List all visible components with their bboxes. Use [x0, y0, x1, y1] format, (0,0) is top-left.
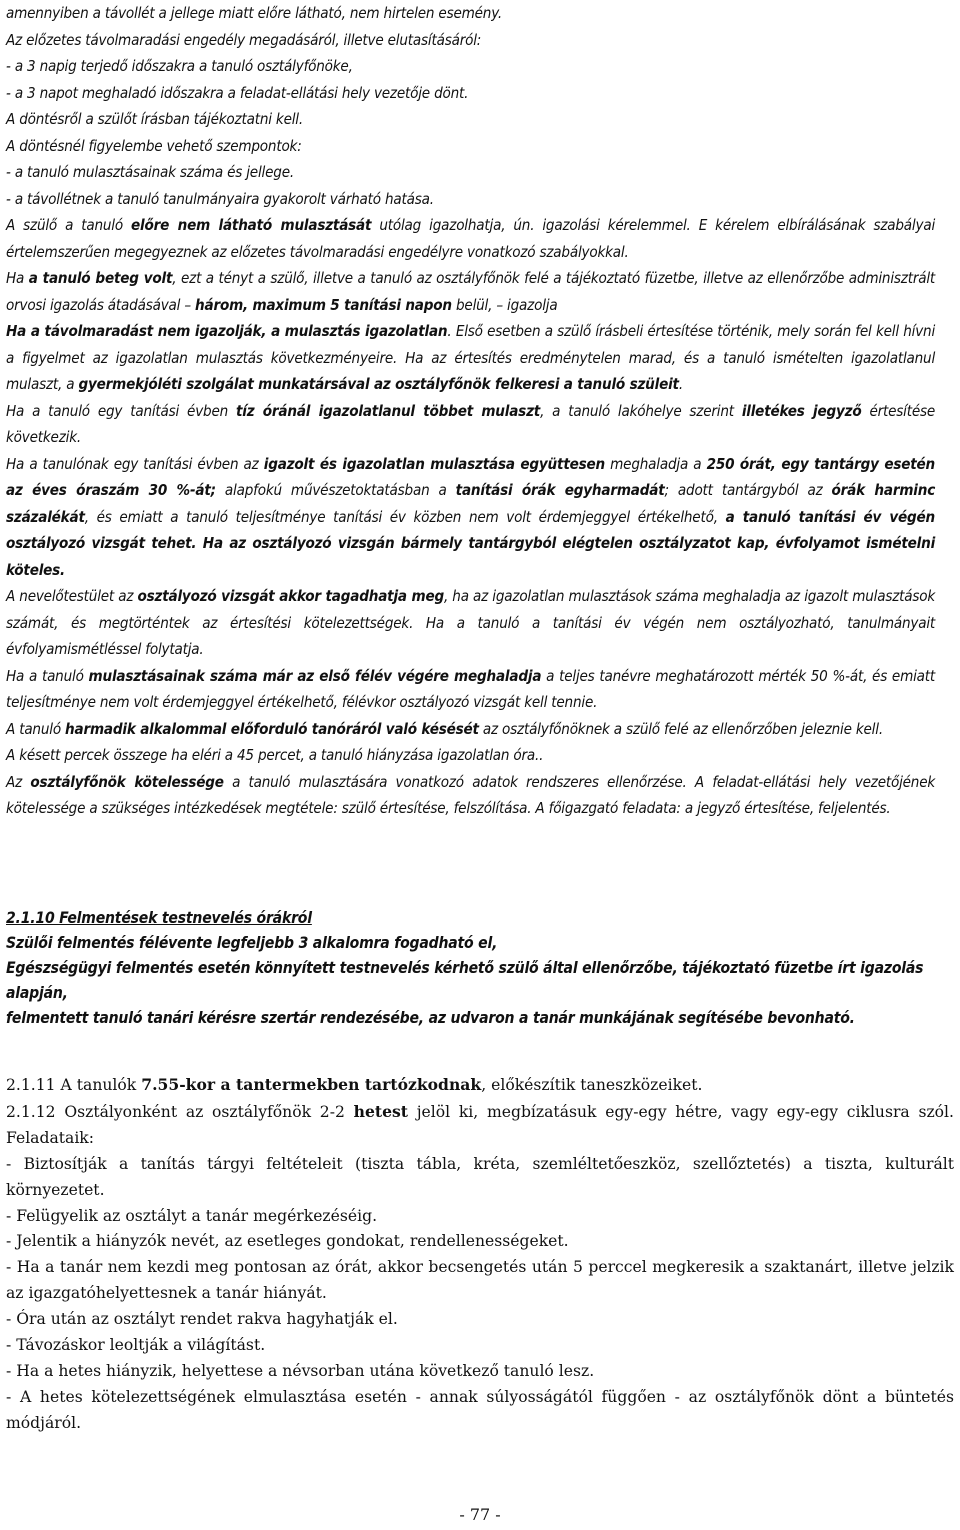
text-line: felmentett tanuló tanári kérésre szertár rendezésébe, az udvaron a tanár munkájának segítésébe bevonható.	[6, 1009, 855, 1027]
paragraph-unexcused-absence: Ha a távolmaradást nem igazolják, a mulasztás igazolatlan. Első esetben a szülő írásbeli értesítése történik, mely során fel kell hívni a figyelmet az igazolatlan mulasztás következményeire. Ha az értesítés eredménytelen marad, és a tanuló ismételten igazolatlanul mulaszt, a gyermekjóléti szolgálat munkatársával az osztályfőnök felkeresi a tanuló szüleit.	[6, 322, 936, 393]
paragraph-half-year: Ha a tanuló mulasztásainak száma már az első félév végére meghaladja a teljes tanévre meghatározott mérték 50 %-át, és emiatt teljesítménye nem volt érdemjeggyel értékelhető, félévkor osztályozó vizsgát kell tennie.	[6, 666, 936, 711]
list-item: - a 3 napot meghaladó időszakra a feladat-ellátási hely vezetője dönt.	[6, 83, 469, 102]
list-item: - Ha a tanár nem kezdi meg pontosan az órát, akkor becsengetés után 5 perccel megkeresik a szaktanárt, illetve jelzik az igazgatóhelyettesnek a tanár hiányát.	[6, 1258, 954, 1303]
numbered-paragraph: 2.1.11 A tanulók 7.55-kor a tantermekben tartózkodnak, előkészítik taneszközeiket.	[6, 1075, 703, 1094]
paragraph-staff-denial: A nevelőtestület az osztályozó vizsgát akkor tagadhatja meg, ha az igazolatlan mulasztások száma meghaladja az igazolt mulasztások számát, és megtörténtek az értesítési kötelezettségek. Ha a tanuló a tanítási év végén nem osztályozható, tanulmányait évfolyamismétléssel folytatja.	[6, 587, 936, 658]
absence-rules-section	[6, 0, 935, 822]
section-heading: 2.1.10 Felmentések testnevelés órákról	[6, 909, 312, 927]
pe-exemption-section	[6, 906, 954, 1031]
class-duty-section	[6, 1072, 954, 1437]
list-item: - a 3 napig terjedő időszakra a tanuló osztályfőnöke,	[6, 57, 353, 75]
text-line: A késett percek összege ha eléri a 45 percet, a tanuló hiányzása igazolatlan óra..	[6, 746, 544, 764]
page-number: - 77 -	[459, 1505, 501, 1524]
text-line: A döntésnél figyelembe vehető szempontok:	[6, 136, 302, 155]
list-item: - Jelentik a hiányzók nevét, az esetleges gondokat, rendellenességeket.	[6, 1232, 569, 1251]
text-line: A döntésről a szülőt írásban tájékoztatni kell.	[6, 110, 304, 128]
list-item: - A hetes kötelezettségének elmulasztása esetén - annak súlyosságától függően - az osztályfőnök dönt a büntetés módjáról.	[6, 1387, 954, 1432]
text-line: amennyiben a távollét a jellege miatt előre látható, nem hirtelen esemény.	[6, 4, 502, 22]
paragraph-250-hours: Ha a tanulónak egy tanítási évben az igazolt és igazolatlan mulasztása együttesen meghaladja a 250 órát, egy tantárgy esetén az éves óraszám 30 %-át; alapfokú művészetoktatásban a tanítási órák egyharmadát; adott tantárgyból az órák harminc százalékát, és emiatt a tanuló teljesítménye tanítási év közben nem volt érdemjeggyel értékelhető, a tanuló tanítási év végén osztályozó vizsgát tehet. Ha az osztályozó vizsgán bármely tantárgyból elégtelen osztályzatot kap, évfolyamot ismételni köteles.	[6, 454, 936, 579]
paragraph-ten-hours: Ha a tanuló egy tanítási évben tíz óránál igazolatlanul többet mulaszt, a tanuló lakóhelye szerint illetékes jegyző értesítése következik.	[6, 401, 936, 446]
text-line: Az előzetes távolmaradási engedély megadásáról, illetve elutasításáról:	[6, 30, 482, 49]
text-line: Szülői felmentés félévente legfeljebb 3 alkalomra fogadható el,	[6, 934, 498, 952]
paragraph-lateness: A tanuló harmadik alkalommal előforduló tanóráról való késését az osztályfőnöknek a szülő felé az ellenőrzőben jeleznie kell.	[6, 719, 883, 738]
list-item: - Távozáskor leoltják a világítást.	[6, 1336, 266, 1355]
paragraph-sick-student: Ha a tanuló beteg volt, ezt a tényt a szülő, illetve a tanuló az osztályfőnök felé a tájékoztató füzetbe, illetve az ellenőrzőbe adminisztrált orvosi igazolás átadásával – három, maximum 5 tanítási napon belül, – igazolja	[6, 269, 936, 314]
list-item: - a távollétnek a tanuló tanulmányaira gyakorolt várható hatása.	[6, 189, 434, 208]
paragraph-retroactive-justification: A szülő a tanuló előre nem látható mulasztását utólag igazolhatja, ún. igazolási kérelemmel. E kérelem elbírálásának szabályai értelemszerűen megegyeznek az előzetes távolmaradási engedélyre vonatkozó szabályokkal.	[6, 216, 936, 261]
list-item: - Felügyelik az osztályt a tanár megérkezéséig.	[6, 1206, 378, 1225]
list-item: - a tanuló mulasztásainak száma és jellege.	[6, 163, 294, 181]
list-item: - Biztosítják a tanítás tárgyi feltételeit (tiszta tábla, kréta, szemléltetőeszköz, szellőztetés) a tiszta, kulturált környezetet.	[6, 1154, 954, 1199]
list-item: - Óra után az osztályt rendet rakva hagyhatják el.	[6, 1310, 398, 1329]
text-line: Egészségügyi felmentés esetén könnyített testnevelés kérhető szülő által ellenőrzőbe, tájékoztató füzetbe írt igazolás alapján,	[6, 959, 924, 1002]
list-item: - Ha a hetes hiányzik, helyettese a névsorban utána következő tanuló lesz.	[6, 1361, 595, 1380]
numbered-paragraph: 2.1.12 Osztályonként az osztályfőnök 2-2 hetest jelöl ki, megbízatásuk egy-egy hétre, vagy egy-egy ciklusra szól. Feladataik:	[6, 1101, 954, 1147]
paragraph-teacher-duty: Az osztályfőnök kötelessége a tanuló mulasztására vonatkozó adatok rendszeres ellenőrzése. A feladat-ellátási hely vezetőjének kötelessége a szükséges intézkedések megtétele: szülő értesítése, felszólítása. A főigazgató feladata: a jegyző értesítése, feljelentés.	[6, 772, 936, 817]
